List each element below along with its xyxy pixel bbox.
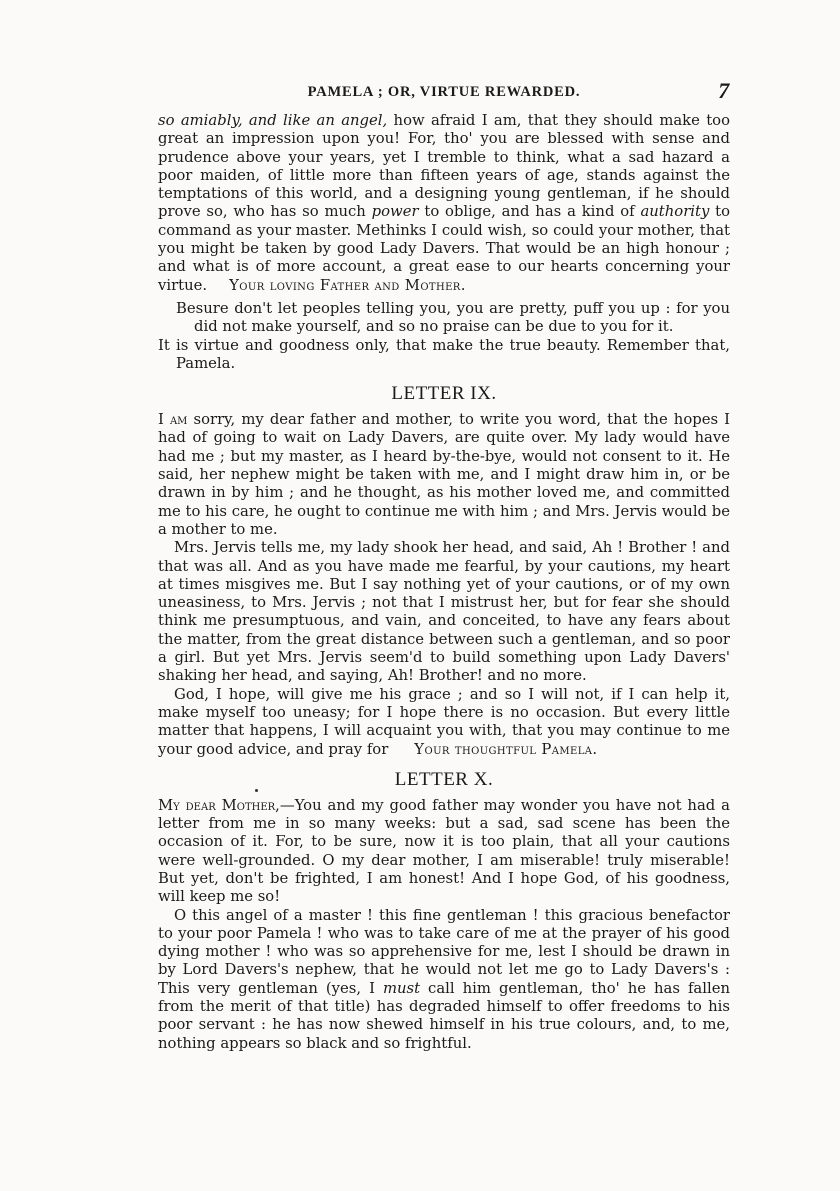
letter8-closing-paragraph: so amiably, and like an angel, how afraid I am, that they should make too great an impression upon you! For, tho' you are blessed with sense and prudence above your years, yet I tremble to think, what a sad hazard a poor maiden, of little more than fifteen years of age, stands against the temptations of this world, and a designing young gentleman, if he should prove so, who has so much power to oblige, and has a kind of authority to command as your master. Methinks I could wish, so could your mother, that you might be taken by good Lady Davers. That would be an high honour ; and what is of more account, a great ease to our hearts concerning your virtue. Your loving Father and Mother. [158,112,730,294]
running-title: PAMELA ; OR, VIRTUE REWARDED. [307,84,581,100]
running-head [158,78,730,112]
letter9-title: LETTER IX. [391,383,497,405]
postscript-1: Besure don't let peoples telling you, you are pretty, puff you up : for you did not make yourself, and so no praise can be due to you for it. [176,299,730,336]
letter9-signature: Your thoughtful Pamela. [414,740,598,758]
letter8-signature: Your loving Father and Mother. [229,276,466,294]
italic-authority: authority [640,203,710,221]
page-text [158,78,730,1053]
italic-must: must [382,979,421,997]
italic-phrase: so amiably, and like an angel, [158,112,388,129]
letter10-salutation: My dear Mother, [158,796,280,814]
letter10-paragraph-2: O this angel of a master ! this fine gentleman ! this gracious benefactor to your poor Pamela ! who was to take care of me at the prayer of his good dying mother ! who was so apprehensive for me, lest I should be drawn in by Lord Davers's nephew, that he would not let me go to Lady Davers's : This very gentleman (yes, I must call him gentleman, tho' he has fallen from the merit of that title) has degraded himself to offer freedoms to his poor servant : he has now shewed himself in his true colours, and, to me, nothing appears so black and so frightful. [158,906,730,1052]
letter9-opening: I am [158,411,188,429]
letter9-paragraph-3: God, I hope, will give me his grace ; and so I will not, if I can help it, make myself too uneasy; for I hope there is no occasion. But every little matter that happens, I will acquaint you with, that you may continue to me your good advice, and pray for Your thoughtful Pamela. [158,685,730,758]
postscript-2: It is virtue and goodness only, that make the true beauty. Remember that, Pamela. [158,336,730,372]
letter9-paragraph-1: I am sorry, my dear father and mother, to write you word, that the hopes I had of going to wait on Lady Davers, are quite over. My lady would have had me ; but my master, as I heard by-the-bye, would not consent to it. He said, her nephew might be taken with me, and I might draw him in, or be drawn in by him ; and he thought, as his mother loved me, and committed me to his care, he ought to continue me with him ; and Mrs. Jervis would be a mother to me. [158,411,730,538]
italic-power: power [371,203,419,221]
page-number: 7 [718,78,730,103]
letter10-title: LETTER X. [394,768,494,790]
letter10-paragraph-1: My dear Mother,—You and my good father may wonder you have not had a letter from me in so many weeks: but a sad, sad scene has been the occasion of it. For, to be sure, now it is too plain, that all your cautions were well-grounded. O my dear mother, I am miserable! truly miserable! But yet, don't be frighted, I am honest! And I hope God, of his goodness, will keep me so! [158,796,730,906]
printer-mark [255,789,258,792]
letter9-paragraph-2: Mrs. Jervis tells me, my lady shook her head, and said, Ah ! Brother ! and that was all. And as you have made me fearful, by your cautions, my heart at times misgives me. But I say nothing yet of your cautions, or of my own uneasiness, to Mrs. Jervis ; not that I mistrust her, but for fear she should think me presumptuous, and vain, and conceited, to have any fears about the matter, from the great distance between such a gentleman, and so poor a girl. But yet Mrs. Jervis seem'd to build something upon Lady Davers' shaking her head, and saying, Ah! Brother! and no more. [158,539,730,685]
